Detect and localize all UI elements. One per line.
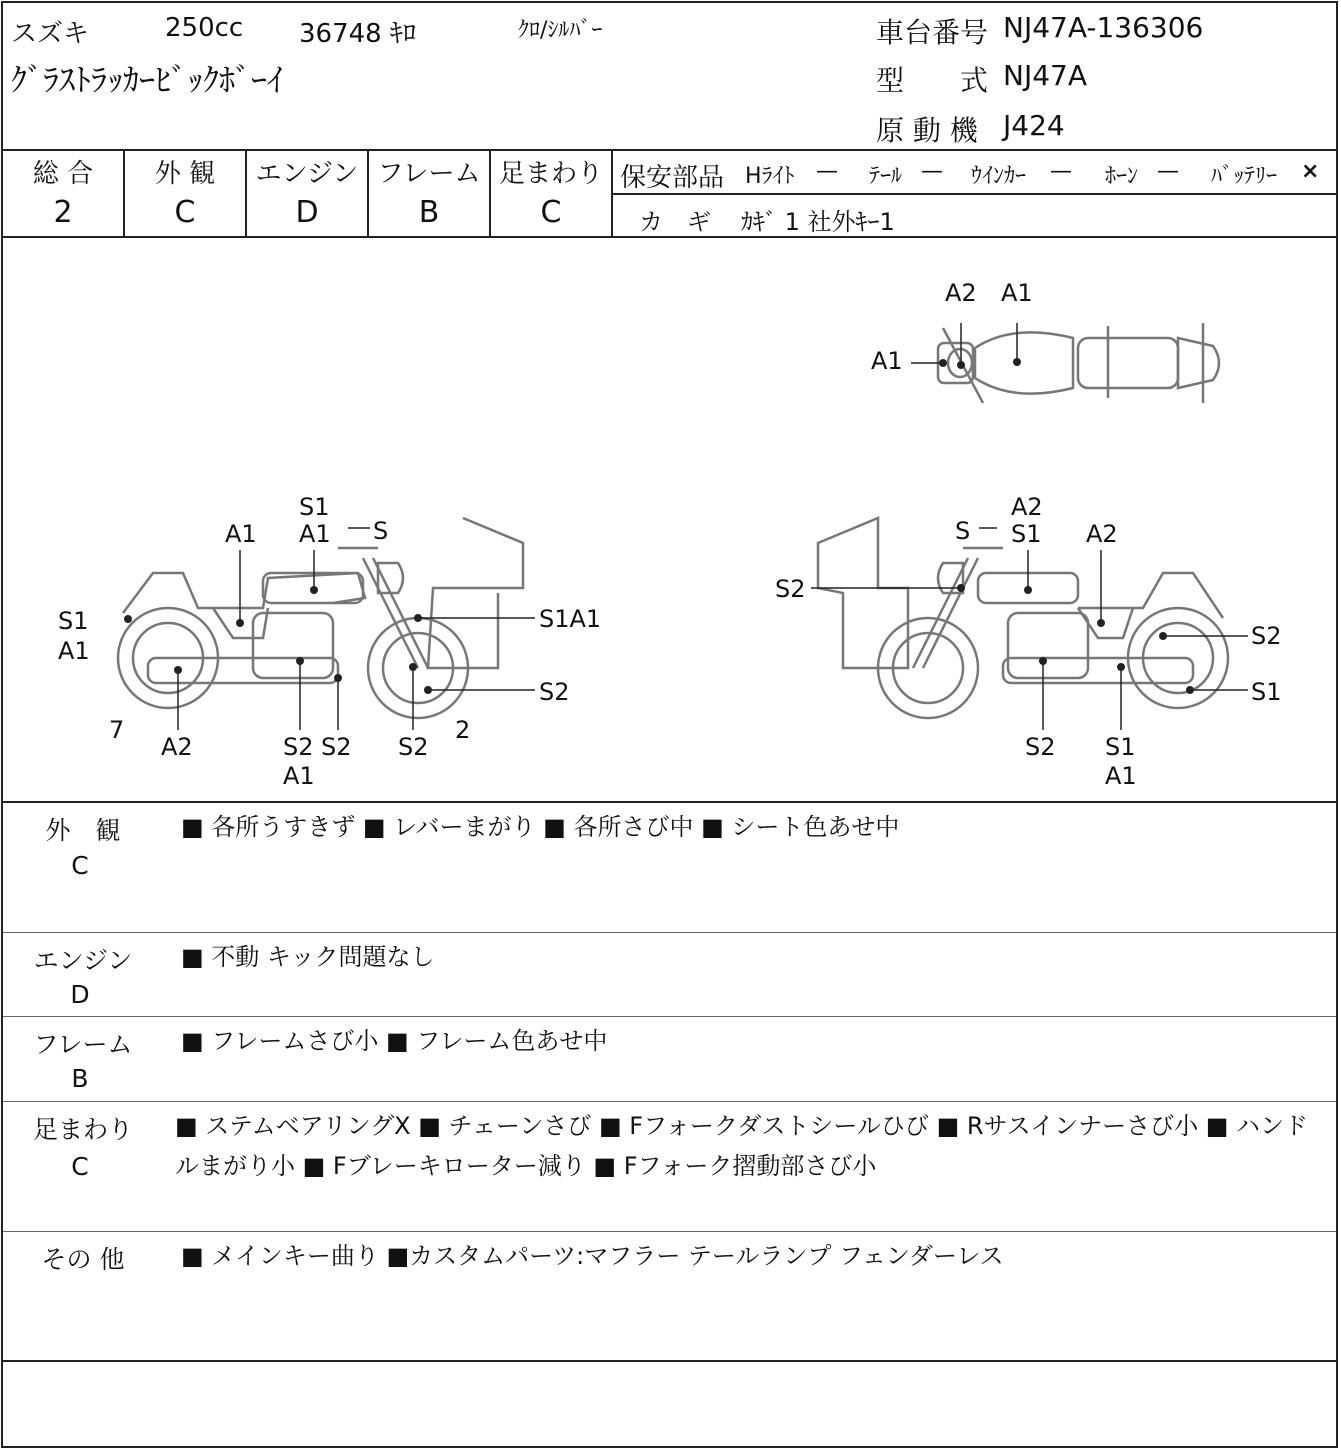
safety-winker: ｳｲﾝｶｰ	[971, 164, 1027, 189]
safety-horn: ﾎｰﾝ	[1105, 164, 1139, 189]
divider	[3, 932, 1336, 933]
grade-frame-value: B	[418, 195, 440, 230]
annotation: S	[373, 517, 389, 545]
type-label: 型 式	[876, 64, 989, 97]
grade-overall-value: 2	[53, 195, 73, 230]
annotation: A2	[1011, 493, 1043, 521]
inspection-sheet	[1, 1, 1338, 1448]
annotation: S1	[58, 607, 89, 635]
engine-label: 原 動 機	[876, 114, 978, 147]
bike-right-view	[818, 518, 1228, 718]
grade-overall-label: 総 合	[32, 159, 94, 189]
divider	[3, 801, 1336, 803]
annotation: S2	[1251, 622, 1282, 650]
section-other-text: ■ メインキー曲り ■カスタムパーツ:マフラー テールランプ フェンダーレス	[181, 1242, 1004, 1270]
section-frame-label: フレーム	[33, 1030, 133, 1059]
safety-tail: ﾃｰﾙ	[869, 164, 903, 189]
key-label: カ ギ	[639, 208, 711, 236]
section-suspension-text: ■ ステムベアリングX ■ チェーンさび ■ Fフォークダストシールひび ■ Rサスインナーさび小 ■ ハンドルまがり小 ■ Fブレーキローター減り ■ Fフォーク摺動部さび小	[175, 1112, 1309, 1180]
annotation: S2	[398, 733, 429, 761]
bike-top-view	[938, 323, 1219, 403]
grade-engine-value: D	[295, 195, 319, 230]
annotation: A1	[58, 637, 90, 665]
annotation: S2	[1025, 733, 1056, 761]
annotation: S2	[539, 678, 570, 706]
section-engine-text: ■ 不動 キック問題なし	[181, 943, 435, 971]
annotation: A2	[945, 279, 977, 307]
annotation: A1	[299, 520, 331, 548]
annotation: A2	[1086, 520, 1118, 548]
safety-winker-status: —	[1050, 159, 1072, 184]
safety-battery: ﾊﾞｯﾃﾘｰ	[1211, 164, 1278, 189]
maker: スズキ	[11, 19, 90, 49]
divider	[3, 1016, 1336, 1017]
damage-diagram	[3, 238, 1336, 801]
model-name: ｸﾞﾗｽﾄﾗｯｶｰﾋﾞｯｸﾎﾞｰｲ	[11, 61, 284, 99]
annotation: 2	[455, 716, 471, 744]
grade-frame-label: フレーム	[377, 159, 481, 189]
safety-label: 保安部品	[620, 163, 725, 193]
key-value: ｶｷﾞ 1 社外ｷｰ1	[741, 208, 895, 236]
section-exterior-text: ■ 各所うすきず ■ レバーまがり ■ 各所さび中 ■ シート色あせ中	[181, 813, 900, 841]
frame-no-label: 車台番号	[876, 16, 989, 49]
displacement: 250cc	[165, 13, 244, 43]
annotation: A1	[283, 762, 315, 790]
engine-value: J424	[1003, 109, 1065, 142]
annotation: S1A1	[539, 605, 602, 633]
section-exterior-label: 外 観	[45, 816, 121, 845]
color: ｸﾛ/ｼﾙﾊﾞｰ	[518, 18, 603, 43]
frame-no: NJ47A-136306	[1003, 11, 1204, 44]
grade-suspension-label: 足まわり	[498, 159, 603, 189]
annotation: A1	[225, 520, 257, 548]
annotation: A2	[161, 733, 193, 761]
section-engine-grade: D	[70, 980, 90, 1009]
annotation: S1	[1011, 520, 1042, 548]
section-other-label: その 他	[41, 1245, 125, 1274]
safety-headlight-status: —	[816, 159, 838, 184]
divider	[3, 1360, 1336, 1362]
annotation: A1	[871, 347, 903, 375]
type-value: NJ47A	[1003, 59, 1087, 92]
divider	[3, 149, 1336, 151]
safety-tail-status: —	[921, 159, 943, 184]
section-engine-label: エンジン	[33, 946, 133, 975]
annotation: S2	[283, 733, 314, 761]
safety-headlight: Hﾗｲﾄ	[745, 164, 795, 189]
divider	[3, 1231, 1336, 1232]
divider	[3, 1101, 1336, 1102]
annotation: S1	[299, 493, 330, 521]
grade-exterior-label: 外 観	[154, 159, 216, 189]
section-suspension-grade: C	[71, 1152, 89, 1181]
annotation: S2	[775, 575, 806, 603]
annotation: S1	[1251, 678, 1282, 706]
divider	[611, 193, 1336, 195]
annotation: S	[955, 517, 971, 545]
annotation: S1	[1105, 733, 1136, 761]
annotation: A1	[1105, 762, 1137, 790]
section-suspension-label: 足まわり	[32, 1115, 133, 1144]
section-frame-text: ■ フレームさび小 ■ フレーム色あせ中	[181, 1027, 608, 1055]
section-frame-grade: B	[71, 1064, 89, 1093]
annotation: 7	[109, 716, 125, 744]
mileage: 36748 ｷﾛ	[299, 19, 416, 49]
grade-suspension-value: C	[540, 195, 562, 230]
grade-engine-label: エンジン	[255, 159, 359, 189]
safety-horn-status: —	[1157, 159, 1179, 184]
section-exterior-grade: C	[71, 851, 89, 880]
annotation: A1	[1001, 279, 1033, 307]
grade-exterior-value: C	[174, 195, 196, 230]
safety-battery-status: ×	[1301, 159, 1320, 184]
annotation: S2	[321, 733, 352, 761]
